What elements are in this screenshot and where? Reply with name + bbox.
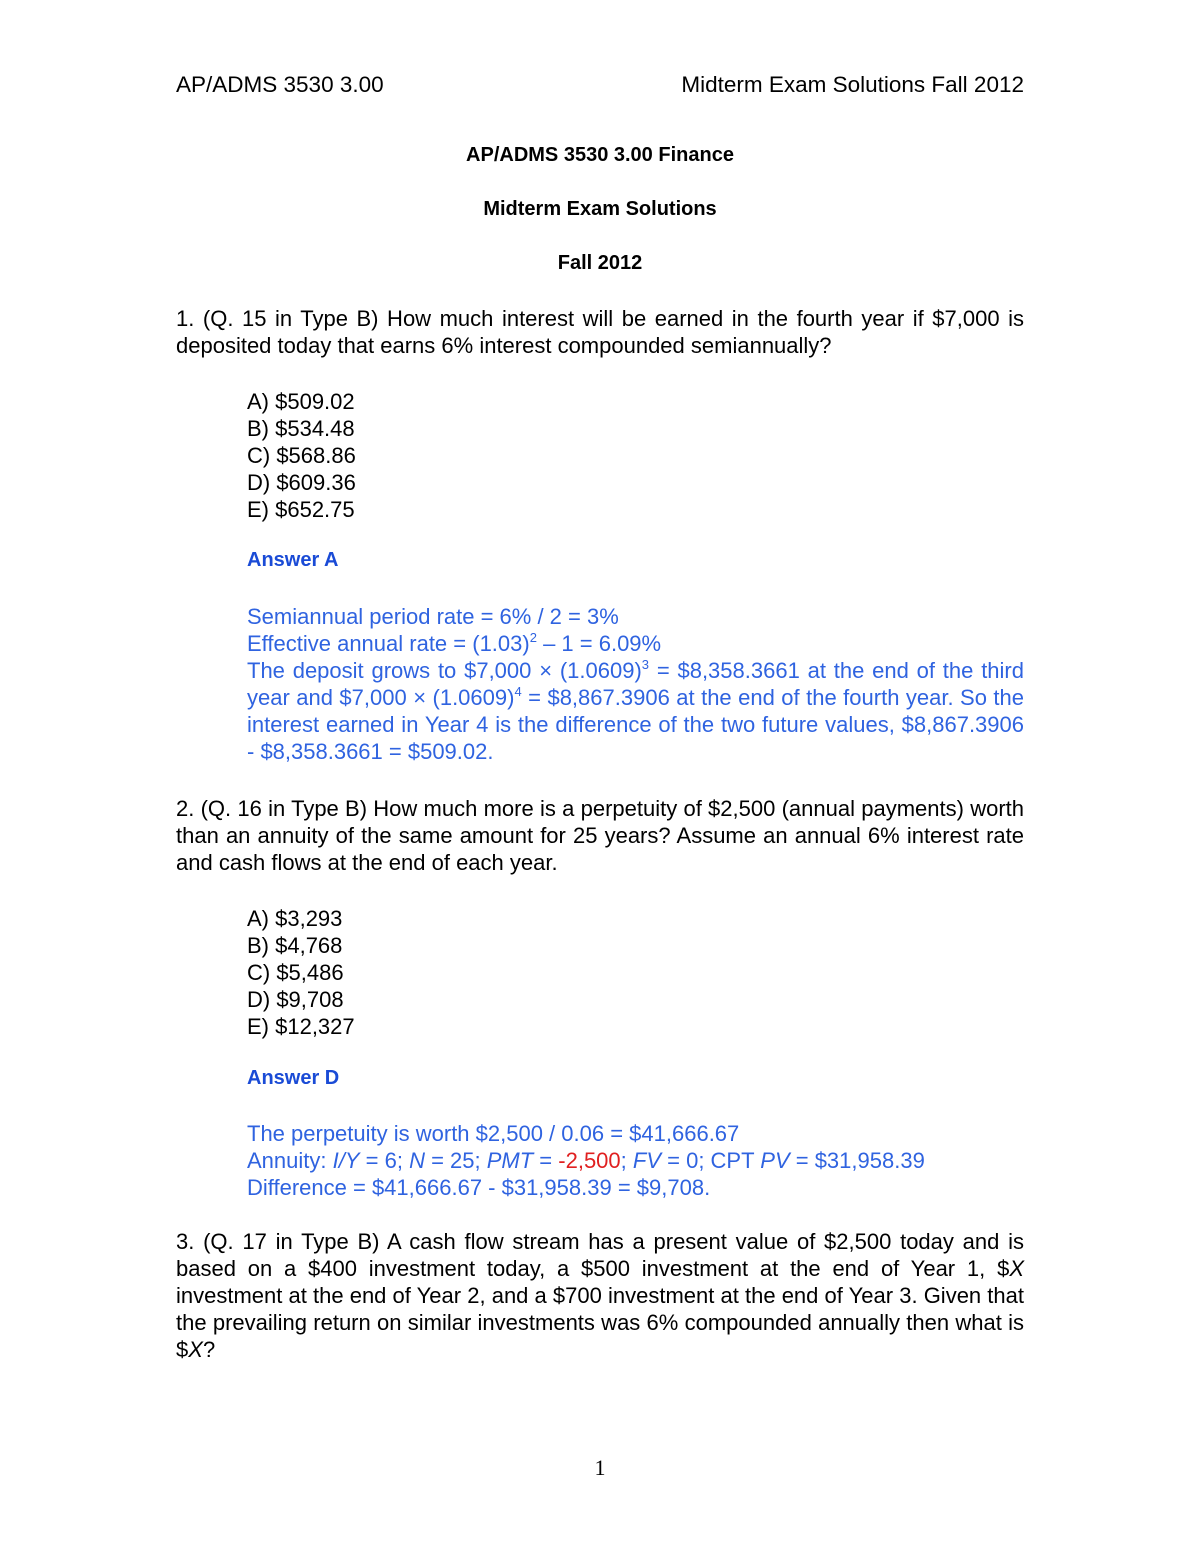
- question-2-options: [247, 905, 355, 1040]
- solution-line: Effective annual rate = $(1.03)^2 - 1 = 6.09\%$: [247, 630, 662, 656]
- option-b: B) $4,768: [247, 933, 343, 958]
- option-a: A) $3,293: [247, 906, 343, 931]
- document-term: Fall 2012: [557, 252, 643, 274]
- option-d: D) $609.36: [247, 470, 356, 495]
- page-number: 1: [594, 1455, 606, 1480]
- option-e: E) $12,327: [247, 1014, 355, 1039]
- option-a: A) $509.02: [247, 389, 355, 414]
- question-2-answer: Answer D: [247, 1067, 340, 1089]
- header-exam-title: Midterm Exam Solutions Fall 2012: [681, 72, 1024, 97]
- document-subtitle: Midterm Exam Solutions: [483, 198, 717, 220]
- question-3-text: 3. (Q. 17 in Type B) A cash flow stream has a present value of $2,500 today and is based on a $400 investment today, a $500 investment at the end of Year 1, $X investment at the end of Year 2, and a $700 investment at the end of Year 3. Given that the prevailing return on similar investments was 6% compounded annually then what is $X?: [176, 1229, 1024, 1362]
- option-d: D) $9,708: [247, 987, 344, 1012]
- question-2-solution: [247, 1120, 1024, 1201]
- option-c: C) $5,486: [247, 960, 344, 985]
- option-b: B) $534.48: [247, 416, 355, 441]
- question-1-solution: [247, 603, 1024, 765]
- option-c: C) $568.86: [247, 443, 356, 468]
- question-1-answer: Answer A: [247, 549, 339, 571]
- header-course: AP/ADMS 3530 3.00: [176, 72, 384, 97]
- question-1-text: 1. (Q. 15 in Type B) How much interest will be earned in the fourth year if $7,000 is deposited today that earns 6% interest compounded semiannually?: [176, 306, 1024, 358]
- document-title: AP/ADMS 3530 3.00 Finance: [466, 144, 734, 166]
- question-2-text: 2. (Q. 16 in Type B) How much more is a perpetuity of $2,500 (annual payments) worth than an annuity of the same amount for 25 years? Assume an annual 6% interest rate and cash flows at the end of each year.: [176, 796, 1024, 875]
- solution-line: Annuity: I/Y = 6; N = 25; PMT = -2,500; FV = 0; CPT PV = $31,958.39: [247, 1148, 925, 1173]
- question-1-options: [247, 388, 356, 523]
- solution-line: Semiannual period rate = 6% / 2 = 3%: [247, 604, 619, 629]
- solution-paragraph: The deposit grows to $7,000 × $(1.0609)^3$ = $8,358.3661 at the end of the third year and $7,000 × $(1.0609)^4$ = $8,867.3906 at the end of the fourth year. So the interest earned in Year 4 is the difference of the two future values, $8,867.3906 - $8,358.3661 = $509.02.: [247, 657, 1025, 764]
- option-e: E) $652.75: [247, 497, 355, 522]
- solution-line: Difference = $41,666.67 - $31,958.39 = $9,708.: [247, 1175, 711, 1200]
- solution-line: The perpetuity is worth $2,500 / 0.06 = $41,666.67: [247, 1121, 740, 1146]
